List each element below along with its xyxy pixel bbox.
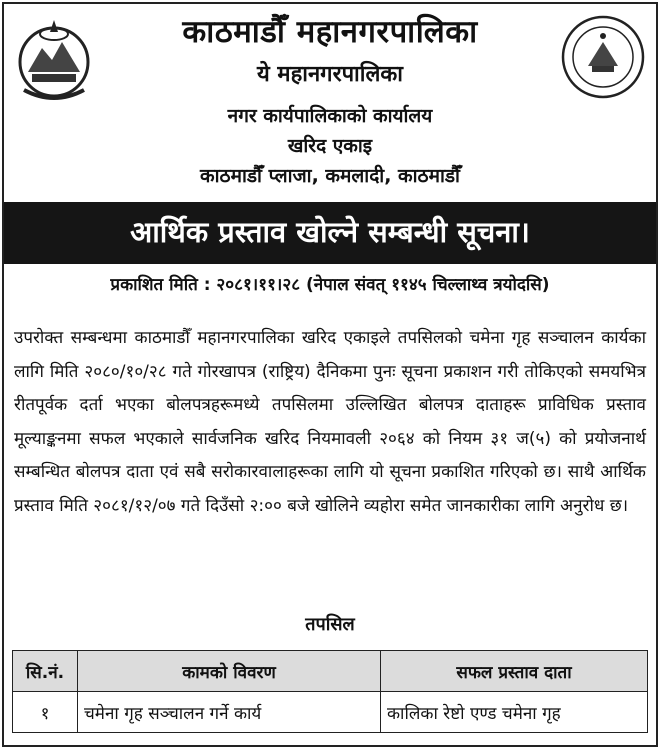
schedule-title: तपसिल <box>305 614 355 635</box>
row-serial: १ <box>13 692 78 733</box>
row-work: चमेना गृह सञ्चालन गर्ने कार्य <box>78 692 381 733</box>
published-date: प्रकाशित मिति : २०८१।११।२८ (नेपाल संवत् ११४५ चिल्लाथ्व त्रयोदसि) <box>110 275 550 295</box>
col-bidder-header: सफल प्रस्ताव दाता <box>381 651 648 692</box>
table-header-row <box>13 651 648 692</box>
nepal-emblem-icon <box>14 12 94 104</box>
row-bidder: कालिका रेष्टो एण्ड चमेना गृह <box>381 692 648 733</box>
notice-body: उपरोक्त सम्बन्धमा काठमाडौँ महानगरपालिका खरिद एकाइले तपसिलको चमेना गृह सञ्चालन कार्यका लागि मिति २०८०/१०/२८ गते गोरखापत्र (राष्ट्रिय) दैनिकमा पुनः सूचना प्रकाशन गरी तोकिएको समयभित्र रीतपूर्वक दर्ता भएका बोलपत्रहरूमध्ये तपसिलमा उल्लिखित बोलपत्र दाताहरू प्राविधिक प्रस्ताव मूल्याङ्कनमा सफल भएकाले सार्वजनिक खरिद नियमावली २०६४ को नियम ३१ ज(५) को प्रयोजनार्थ सम्बन्धित बोलपत्र दाता एवं सबै सरोकारवालाहरूका लागि यो सूचना प्रकाशित गरिएको छ। साथै आर्थिक प्रस्ताव मिति २०८१/१२/०७ गते दिउँसो २:०० बजे खोलिने व्यहोरा समेत जानकारीका लागि अनुरोध छ। <box>14 328 646 516</box>
metropolitan-seal-icon <box>560 14 646 100</box>
newari-title: ये महानगरपालिका <box>257 62 403 87</box>
header <box>4 4 656 200</box>
address: काठमाडौँ प्लाजा, कमलादी, काठमाडौँ <box>200 165 460 187</box>
table-row <box>13 692 648 733</box>
municipality-title: काठमाडौँ महानगरपालिका <box>182 14 478 50</box>
notice-title-banner: आर्थिक प्रस्ताव खोल्ने सम्बन्धी सूचना। <box>4 202 656 264</box>
col-work-header: कामको विवरण <box>78 651 381 692</box>
col-serial-header: सि.नं. <box>13 651 78 692</box>
office-name: नगर कार्यपालिकाको कार्यालय <box>227 105 433 127</box>
unit-name: खरिद एकाइ <box>287 135 373 157</box>
notice-page <box>2 2 658 747</box>
schedule-table <box>12 650 648 733</box>
